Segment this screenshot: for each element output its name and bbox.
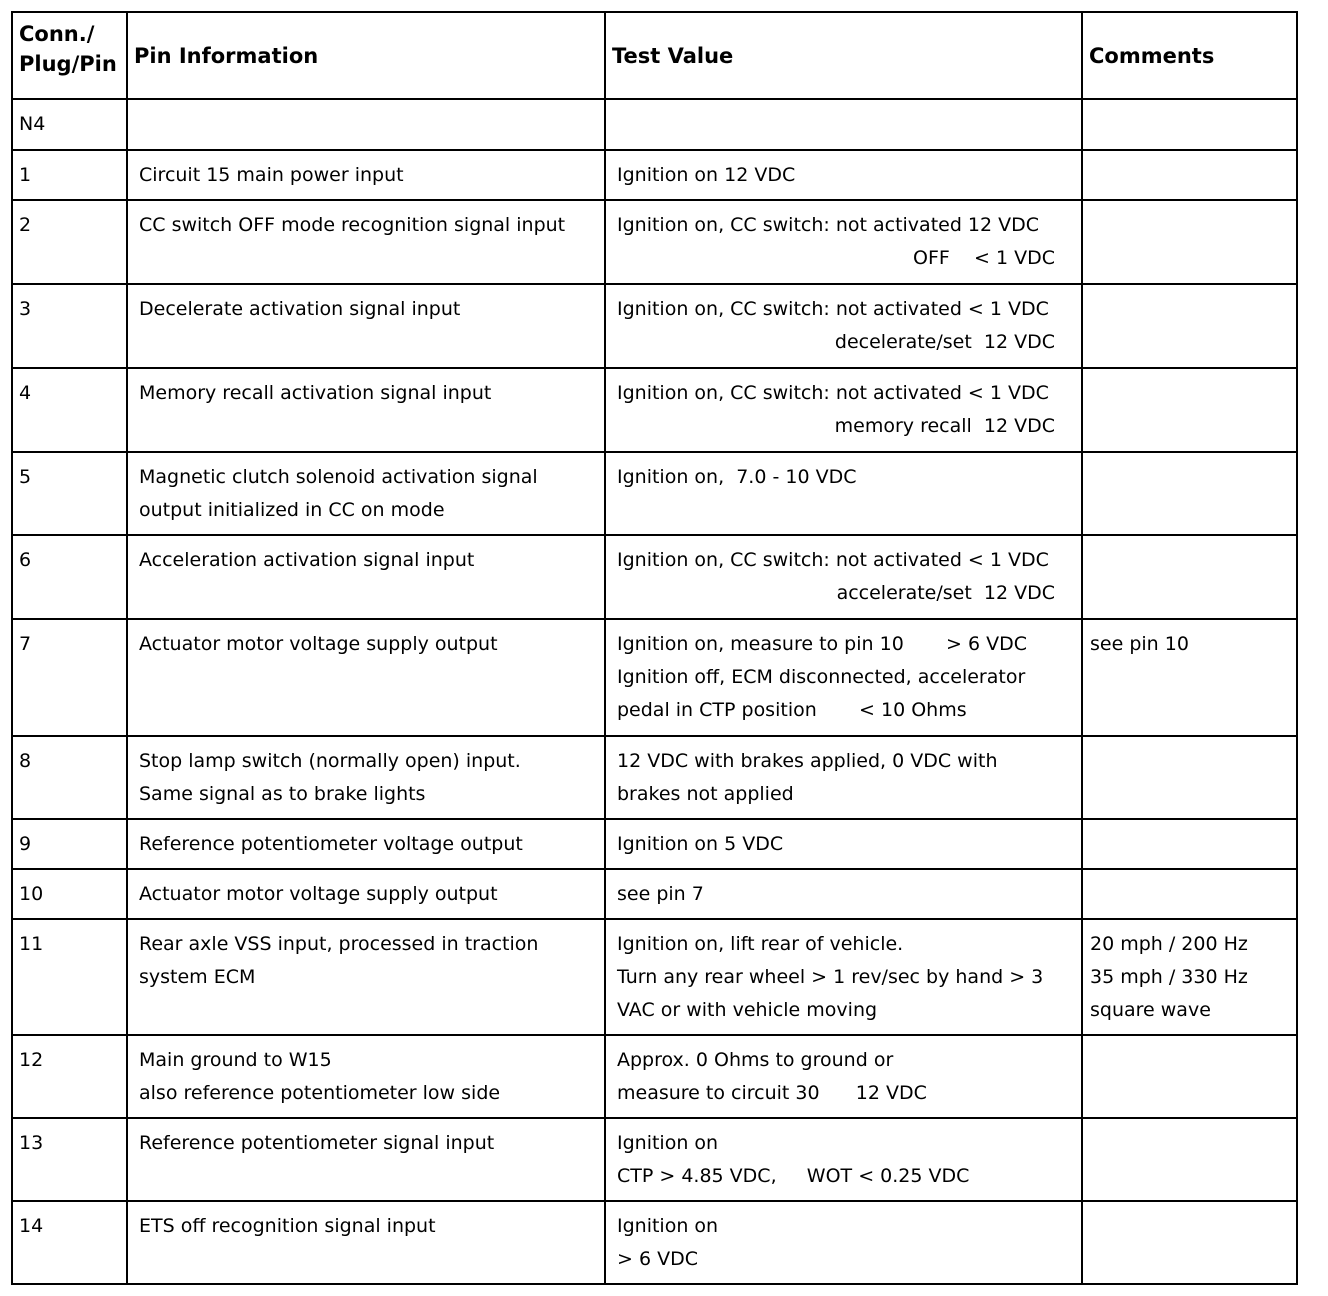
cell-test-value [605, 1035, 1082, 1118]
cell-pin: 14 [12, 1201, 127, 1284]
cell-test-value [605, 99, 1082, 150]
cell-test-value [605, 619, 1082, 736]
cell-pin-information [127, 200, 605, 284]
table-row [12, 919, 1297, 1035]
cell-pin-information [127, 819, 605, 869]
cell-pin-information-line: Memory recall activation signal input [139, 382, 492, 404]
cell-comments-line: square wave [1090, 999, 1211, 1021]
cell-test-value [605, 736, 1082, 819]
cell-comments [1082, 535, 1297, 619]
table-row [12, 869, 1297, 919]
table-row [12, 736, 1297, 819]
cell-pin-information [127, 869, 605, 919]
cell-comments [1082, 200, 1297, 284]
table-row [12, 150, 1297, 200]
cell-test-value-line: brakes not applied [617, 783, 794, 805]
cell-pin: N4 [12, 99, 127, 150]
cell-pin-information [127, 736, 605, 819]
cell-comments [1082, 1201, 1297, 1284]
table-row [12, 99, 1297, 150]
cell-pin: 4 [12, 368, 127, 452]
cell-pin-information [127, 368, 605, 452]
cell-comments [1082, 619, 1297, 736]
cell-test-value-line: Ignition on, 7.0 - 10 VDC [617, 466, 857, 488]
cell-comments [1082, 736, 1297, 819]
cell-test-value [605, 284, 1082, 368]
table-row [12, 284, 1297, 368]
cell-test-value-line: Approx. 0 Ohms to ground or [617, 1049, 894, 1071]
cell-comments-line: see pin 10 [1090, 633, 1189, 655]
cell-comments [1082, 452, 1297, 535]
cell-test-value-line: VAC or with vehicle moving [617, 999, 878, 1021]
cell-comments [1082, 368, 1297, 452]
pin-test-table [11, 11, 1298, 1285]
cell-pin: 1 [12, 150, 127, 200]
cell-comments [1082, 99, 1297, 150]
cell-test-value-line: Ignition on, CC switch: not activated < 1 VDC [617, 298, 1049, 320]
cell-pin-information-line: Acceleration activation signal input [139, 549, 475, 571]
cell-test-value-line: see pin 7 [617, 883, 704, 905]
cell-pin-information-line: CC switch OFF mode recognition signal input [139, 214, 566, 236]
cell-pin: 7 [12, 619, 127, 736]
cell-comments [1082, 1118, 1297, 1201]
cell-test-value-line: Ignition on 12 VDC [617, 164, 796, 186]
cell-pin: 11 [12, 919, 127, 1035]
table-row [12, 1035, 1297, 1118]
cell-test-value-line: memory recall 12 VDC [834, 415, 1055, 437]
cell-pin-information [127, 919, 605, 1035]
cell-comments [1082, 869, 1297, 919]
cell-comments [1082, 1035, 1297, 1118]
pin-test-table-sheet [11, 11, 1296, 1285]
cell-pin: 6 [12, 535, 127, 619]
cell-comments-line: 35 mph / 330 Hz [1090, 966, 1248, 988]
cell-test-value-line: Ignition on, lift rear of vehicle. [617, 933, 904, 955]
cell-comments [1082, 819, 1297, 869]
table-row [12, 452, 1297, 535]
cell-test-value-line: Ignition on, measure to pin 10 > 6 VDC [617, 633, 1028, 655]
cell-test-value-line: Ignition on, CC switch: not activated < 1 VDC [617, 382, 1049, 404]
cell-test-value-line: CTP > 4.85 VDC, WOT < 0.25 VDC [617, 1165, 970, 1187]
cell-pin: 5 [12, 452, 127, 535]
cell-test-value [605, 452, 1082, 535]
cell-pin-information-line: Stop lamp switch (normally open) input. [139, 750, 521, 772]
cell-pin-information-line: Reference potentiometer voltage output [139, 833, 523, 855]
cell-test-value-line: > 6 VDC [617, 1248, 698, 1270]
header-comments: Comments [1082, 12, 1297, 99]
cell-test-value-line: Turn any rear wheel > 1 rev/sec by hand > 3 [617, 966, 1044, 988]
cell-comments [1082, 919, 1297, 1035]
cell-pin-information [127, 1118, 605, 1201]
cell-test-value [605, 1118, 1082, 1201]
header-conn-plug-pin: Conn./ Plug/Pin [12, 12, 127, 99]
cell-test-value [605, 535, 1082, 619]
cell-pin-information-line: also reference potentiometer low side [139, 1082, 501, 1104]
cell-pin-information [127, 150, 605, 200]
cell-test-value [605, 150, 1082, 200]
cell-test-value-line: Ignition on 5 VDC [617, 833, 784, 855]
cell-pin-information-line: Actuator motor voltage supply output [139, 633, 498, 655]
cell-pin-information-line: Magnetic clutch solenoid activation signal [139, 466, 538, 488]
cell-pin-information [127, 1035, 605, 1118]
cell-test-value [605, 200, 1082, 284]
cell-comments [1082, 150, 1297, 200]
cell-pin-information-line: ETS off recognition signal input [139, 1215, 436, 1237]
cell-pin: 3 [12, 284, 127, 368]
cell-test-value [605, 819, 1082, 869]
cell-pin-information [127, 619, 605, 736]
cell-test-value [605, 1201, 1082, 1284]
cell-comments-line: 20 mph / 200 Hz [1090, 933, 1248, 955]
cell-pin-information-line: Circuit 15 main power input [139, 164, 404, 186]
cell-test-value [605, 919, 1082, 1035]
cell-pin-information [127, 284, 605, 368]
table-row [12, 535, 1297, 619]
cell-test-value-line: decelerate/set 12 VDC [834, 331, 1055, 353]
cell-test-value-line: 12 VDC with brakes applied, 0 VDC with [617, 750, 998, 772]
cell-pin-information-line: Decelerate activation signal input [139, 298, 461, 320]
cell-comments [1082, 284, 1297, 368]
cell-pin-information [127, 1201, 605, 1284]
table-row [12, 1118, 1297, 1201]
cell-pin-information-line: Reference potentiometer signal input [139, 1132, 495, 1154]
header-test-value: Test Value [605, 12, 1082, 99]
cell-pin-information-line: Same signal as to brake lights [139, 783, 426, 805]
table-header-row [12, 12, 1297, 99]
cell-test-value-line: Ignition on, CC switch: not activated < 1 VDC [617, 549, 1049, 571]
cell-pin: 8 [12, 736, 127, 819]
cell-test-value-line: Ignition on [617, 1215, 719, 1237]
cell-test-value-line: measure to circuit 30 12 VDC [617, 1082, 927, 1104]
cell-test-value-line: OFF < 1 VDC [913, 247, 1055, 269]
cell-test-value [605, 368, 1082, 452]
cell-test-value-line: Ignition on, CC switch: not activated 12 VDC [617, 214, 1040, 236]
cell-pin-information-line: Main ground to W15 [139, 1049, 332, 1071]
table-row [12, 1201, 1297, 1284]
cell-pin: 2 [12, 200, 127, 284]
cell-test-value [605, 869, 1082, 919]
cell-pin-information-line: system ECM [139, 966, 256, 988]
cell-pin-information [127, 99, 605, 150]
header-pin-information: Pin Information [127, 12, 605, 99]
cell-test-value-line: pedal in CTP position < 10 Ohms [617, 699, 967, 721]
cell-test-value-line: accelerate/set 12 VDC [836, 582, 1055, 604]
cell-pin-information-line: Rear axle VSS input, processed in traction [139, 933, 539, 955]
cell-pin-information-line: Actuator motor voltage supply output [139, 883, 498, 905]
cell-pin-information [127, 535, 605, 619]
table-row [12, 619, 1297, 736]
cell-pin: 10 [12, 869, 127, 919]
table-row [12, 368, 1297, 452]
table-row [12, 819, 1297, 869]
cell-test-value-line: Ignition off, ECM disconnected, accelerator [617, 666, 1026, 688]
cell-pin: 9 [12, 819, 127, 869]
cell-pin: 12 [12, 1035, 127, 1118]
cell-pin-information-line: output initialized in CC on mode [139, 499, 445, 521]
cell-pin: 13 [12, 1118, 127, 1201]
table-row [12, 200, 1297, 284]
cell-pin-information [127, 452, 605, 535]
cell-test-value-line: Ignition on [617, 1132, 719, 1154]
